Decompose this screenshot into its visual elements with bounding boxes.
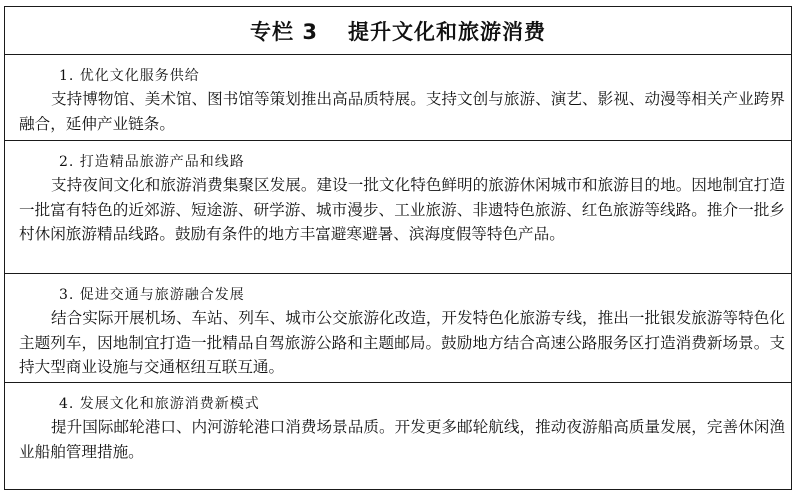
section-optimize-cultural-services (5, 55, 791, 141)
section-body: 支持夜间文化和旅游消费集聚区发展。建设一批文化特色鲜明的旅游休闲城市和旅游目的地。因地制宜打造一批富有特色的近郊游、短途游、研学游、城市漫步、工业旅游、非遗特色旅游、红色旅游等线路。推介一批乡村休闲旅游精品线路。鼓励有条件的地方丰富避寒避暑、滨海度假等特色产品。 (19, 176, 785, 243)
section-heading: 3. 促进交通与旅游融合发展 (59, 287, 245, 303)
section-heading: 4. 发展文化和旅游消费新模式 (59, 396, 260, 412)
section-premium-tourism-products (5, 141, 791, 274)
feature-panel (4, 6, 792, 490)
panel-title: 提升文化和旅游消费 (347, 19, 546, 44)
section-heading: 1. 优化文化服务供给 (59, 68, 200, 84)
section-body: 支持博物馆、美术馆、图书馆等策划推出高品质特展。支持文创与旅游、演艺、影视、动漫等相关产业跨界融合，延伸产业链条。 (19, 90, 785, 133)
section-body: 提升国际邮轮港口、内河游轮港口消费场景品质。开发更多邮轮航线，推动夜游船高质量发展，完善休闲渔业船舶管理措施。 (19, 418, 785, 461)
panel-title-row (5, 7, 791, 55)
section-new-consumption-models (5, 383, 791, 485)
section-heading: 2. 打造精品旅游产品和线路 (59, 154, 245, 170)
section-transport-tourism-integration (5, 274, 791, 383)
panel-number: 专栏 3 (250, 19, 318, 44)
section-body: 结合实际开展机场、车站、列车、城市公交旅游化改造，开发特色化旅游专线，推出一批银发旅游等特色化主题列车，因地制宜打造一批精品自驾旅游公路和主题邮局。鼓励地方结合高速公路服务区打造消费新场景。支持大型商业设施与交通枢纽互联互通。 (19, 309, 785, 376)
